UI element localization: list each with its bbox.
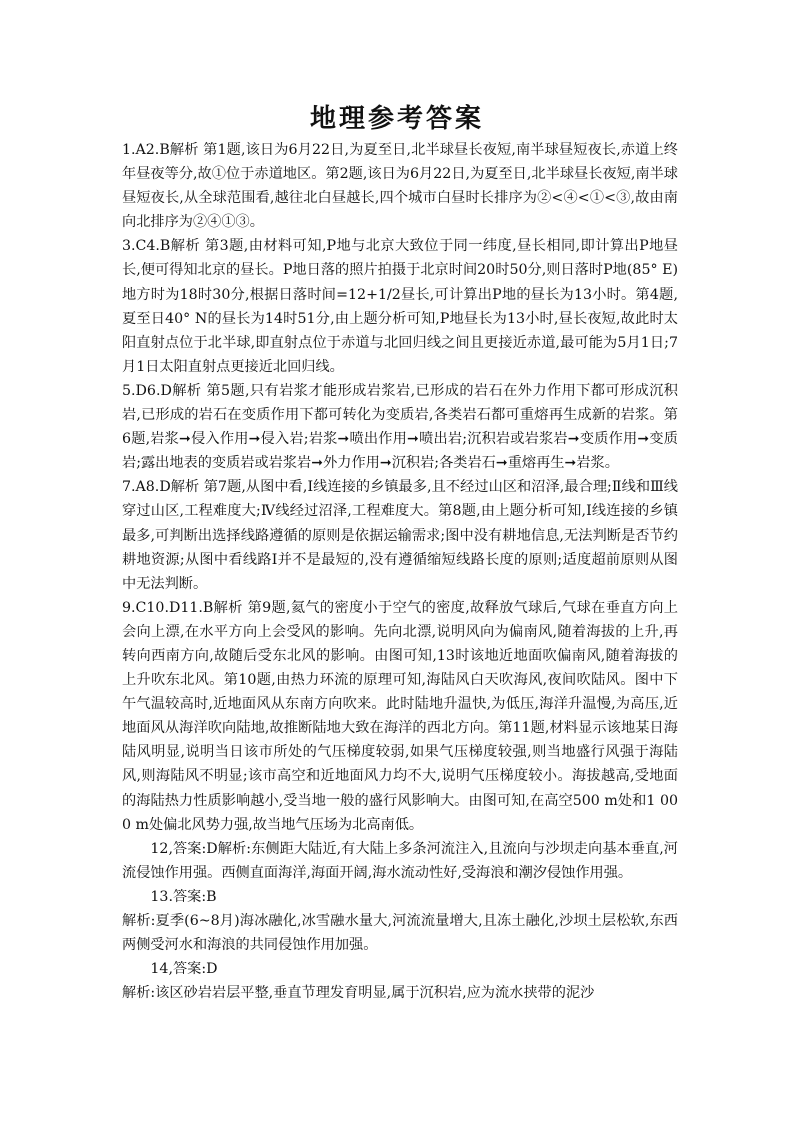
- answer-paragraph-5-6: 5.D6.D解析 第5题,只有岩浆才能形成岩浆岩,已形成的岩石在外力作用下都可形成沉积岩,已形成的岩石在变质作用下都可转化为变质岩,各类岩石都可重熔再生成新的岩浆。第6题,岩浆➞侵入作用➞侵入岩;岩浆➞喷出作用➞喷出岩;沉积岩或岩浆岩➞变质作用➞变质岩;露出地表的变质岩或岩浆岩➞外力作用➞沉积岩;各类岩石➞重熔再生➞岩浆。: [122, 382, 678, 472]
- answer-paragraph-9-11: 9.C10.D11.B解析 第9题,氦气的密度小于空气的密度,故释放气球后,气球在垂直方向上会向上漂,在水平方向上会受风的影响。先向北漂,说明风向为偏南风,随着海拔的上升,再转向西南方向,故随后受东北风的影响。由图可知,13时该地近地面吹偏南风,随着海拔的上升吹东北风。第10题,由热力环流的原理可知,海陆风白天吹海风,夜间吹陆风。图中下午气温较高时,近地面风从东南方向吹来。此时陆地升温快,为低压,海洋升温慢,为高压,近地面风从海洋吹向陆地,故推断陆地大致在海洋的西北方向。第11题,材料显示该地某日海陆风明显,说明当日该市所处的气压梯度较弱,如果气压梯度较强,则当地盛行风强于海陆风,则海陆风不明显;该市高空和近地面风力均不大,说明气压梯度较小。海拔越高,受地面的海陆热力性质影响越小,受当地一般的盛行风影响大。由图可知,在高空500 m处和1 000 m处偏北风势力强,故当地气压场为北高南低。: [122, 599, 678, 833]
- answer-14-explanation: 解析:该区砂岩岩层平整,垂直节理发育明显,属于沉积岩,应为流水挟带的泥沙: [122, 985, 595, 1002]
- answer-paragraph-12: 12,答案:D解析:东侧距大陆近,有大陆上多条河流注入,且流向与沙坝走向基本垂直,河流侵蚀作用强。西侧直面海洋,海面开阔,海水流动性好,受海浪和潮汐侵蚀作用强。: [122, 840, 678, 881]
- answer-paragraph-1-2: 1.A2.B解析 第1题,该日为6月22日,为夏至日,北半球昼长夜短,南半球昼短夜长,赤道上终年昼夜等分,故①位于赤道地区。第2题,该日为6月22日,为夏至日,北半球昼长夜短,南半球昼短夜长,从全球范围看,越往北白昼越长,四个城市白昼时长排序为②<④<①<③,故由南向北排序为②④①③。: [122, 142, 678, 231]
- answer-13-label: 13.答案:B: [150, 888, 217, 905]
- answer-13-explanation: 解析:夏季(6~8月)海冰融化,冰雪融水量大,河流流量增大,且冻土融化,沙坝土层松软,东西两侧受河水和海浪的共同侵蚀作用加强。: [122, 913, 678, 954]
- answer-14-label: 14,答案:D: [150, 961, 218, 978]
- answer-paragraph-7-8: 7.A8.D解析 第7题,从图中看,Ⅰ线连接的乡镇最多,且不经过山区和沼泽,最合理;Ⅱ线和Ⅲ线穿过山区,工程难度大;Ⅳ线经过沼泽,工程难度大。第8题,由上题分析可知,Ⅰ线连接的乡镇最多,可判断出选择线路遵循的原则是依据运输需求;图中没有耕地信息,无法判断是否节约耕地资源;从图中看线路Ⅰ并不是最短的,没有遵循缩短线路长度的原则;适度超前原则从图中无法判断。: [122, 479, 678, 592]
- answer-paragraph-3-4: 3.C4.B解析 第3题,由材料可知,P地与北京大致位于同一纬度,昼长相同,即计算出P地昼长,便可得知北京的昼长。P地日落的照片拍摄于北京时间20时50分,则日落时P地(85° E)地方时为18时30分,根据日落时间=12+1/2昼长,可计算出P地的昼长为13小时。第4题,夏至日40° N的昼长为14时51分,由上题分析可知,P地昼长为13小时,昼长夜短,故此时太阳直射点位于北半球,即直射点位于赤道与北回归线之间且更接近赤道,最可能为5月1日;7月1日太阳直射点更接近北回归线。: [122, 238, 678, 375]
- answer-content: [122, 138, 678, 1005]
- page-title: 地理参考答案: [309, 104, 484, 134]
